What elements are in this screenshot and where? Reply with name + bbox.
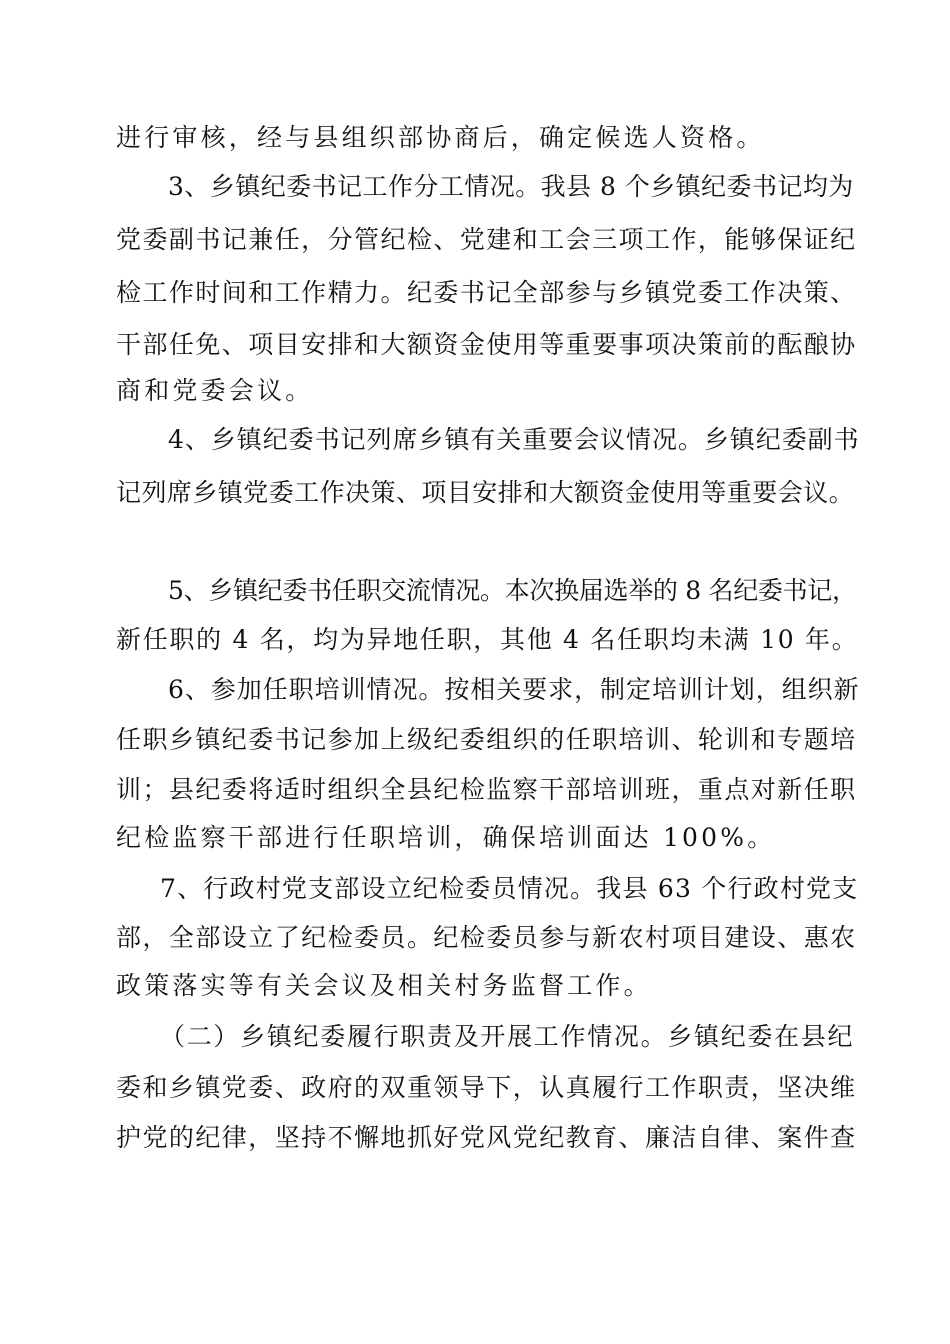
text-line: 记列席乡镇党委工作决策、项目安排和大额资金使用等重要会议。	[116, 478, 855, 507]
text-line: 训；县纪委将适时组织全县纪检监察干部培训班，重点对新任职	[116, 775, 857, 804]
text-line: 部，全部设立了纪检委员。纪检委员参与新农村项目建设、惠农	[116, 923, 857, 952]
text-line: 新任职的 4 名，均为异地任职，其他 4 名任职均未满 10 年。	[116, 625, 859, 654]
text-line: 纪检监察干部进行任职培训，确保培训面达 100%。	[116, 823, 776, 852]
text-line: 5、乡镇纪委书任职交流情况。本次换届选举的 8 名纪委书记，	[168, 576, 857, 605]
text-line: 政策落实等有关会议及相关村务监督工作。	[116, 971, 652, 1000]
text-line: （二）乡镇纪委履行职责及开展工作情况。乡镇纪委在县纪	[160, 1022, 855, 1051]
text-line: 干部任免、项目安排和大额资金使用等重要事项决策前的酝酿协	[116, 330, 857, 359]
text-line: 委和乡镇党委、政府的双重领导下，认真履行工作职责，坚决维	[116, 1073, 857, 1102]
text-line: 党委副书记兼任，分管纪检、党建和工会三项工作，能够保证纪	[116, 225, 857, 254]
text-line: 3、乡镇纪委书记工作分工情况。我县 8 个乡镇纪委书记均为	[168, 172, 854, 201]
text-line: 护党的纪律，坚持不懈地抓好党风党纪教育、廉洁自律、案件查	[116, 1123, 857, 1152]
text-line: 7、行政村党支部设立纪检委员情况。我县 63 个行政村党支	[160, 874, 859, 903]
text-line: 6、参加任职培训情况。按相关要求，制定培训计划，组织新	[168, 675, 860, 704]
text-line: 进行审核，经与县组织部协商后，确定候选人资格。	[116, 123, 765, 152]
text-line: 检工作时间和工作精力。纪委书记全部参与乡镇党委工作决策、	[116, 278, 857, 307]
text-line: 商和党委会议。	[116, 376, 314, 405]
text-line: 4、乡镇纪委书记列席乡镇有关重要会议情况。乡镇纪委副书	[168, 425, 860, 454]
text-line: 任职乡镇纪委书记参加上级纪委组织的任职培训、轮训和专题培	[116, 725, 857, 754]
